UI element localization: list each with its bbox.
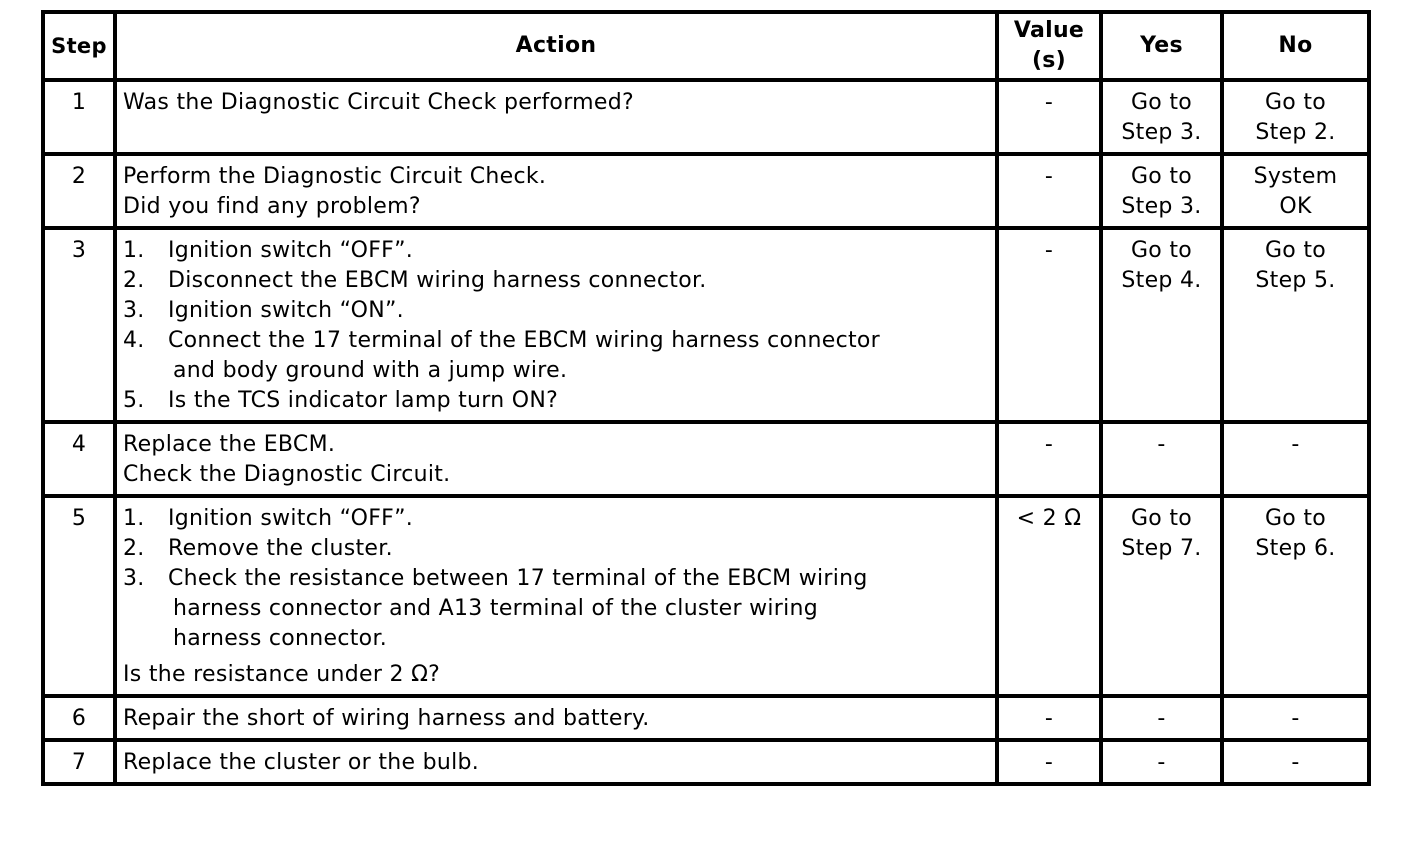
action-step-text: Connect the 17 terminal of the EBCM wiring harness connector — [168, 328, 881, 353]
action-step-text: Ignition switch “ON”. — [168, 298, 404, 323]
yes-line: Go to — [1130, 164, 1193, 189]
action-cell — [115, 80, 997, 154]
action-line: Was the Diagnostic Circuit Check performed? — [123, 90, 634, 115]
action-step-text: Remove the cluster. — [168, 536, 393, 561]
header-action: Action — [115, 12, 997, 80]
action-step-text: Disconnect the EBCM wiring harness connector. — [168, 268, 707, 293]
action-step-continuation: harness connector and A13 terminal of the cluster wiring — [173, 596, 819, 621]
step-number: 2 — [43, 154, 115, 228]
no-line: Go to — [1264, 90, 1327, 115]
action-step-number: 2. — [123, 268, 145, 293]
action-step-item — [123, 236, 989, 266]
value-cell: - — [997, 228, 1101, 422]
yes-cell — [1101, 422, 1222, 496]
yes-cell — [1101, 696, 1222, 740]
action-step-item — [123, 564, 989, 654]
action-cell — [115, 496, 997, 696]
no-cell — [1222, 80, 1369, 154]
action-step-number: 5. — [123, 388, 145, 413]
table-row — [43, 80, 1369, 154]
action-step-text: Check the resistance between 17 terminal of the EBCM wiring — [168, 566, 868, 591]
yes-cell — [1101, 80, 1222, 154]
header-row — [43, 12, 1369, 80]
yes-line: - — [1157, 706, 1166, 731]
no-cell — [1222, 422, 1369, 496]
action-cell — [115, 740, 997, 784]
no-line: OK — [1279, 194, 1312, 219]
action-line: Replace the cluster or the bulb. — [123, 750, 480, 775]
table-row — [43, 696, 1369, 740]
yes-line: Go to — [1130, 90, 1193, 115]
yes-line: - — [1157, 432, 1166, 457]
action-cell — [115, 154, 997, 228]
yes-line: Step 3. — [1121, 194, 1202, 219]
action-step-number: 1. — [123, 506, 145, 531]
yes-cell — [1101, 496, 1222, 696]
action-step-text: Ignition switch “OFF”. — [168, 238, 414, 263]
action-line: Did you find any problem? — [123, 194, 421, 219]
table-row — [43, 496, 1369, 696]
step-number: 3 — [43, 228, 115, 422]
header-no: No — [1222, 12, 1369, 80]
action-line: Replace the EBCM. — [123, 432, 336, 457]
action-steps-list — [123, 504, 989, 654]
header-value-line1: Value — [1013, 18, 1085, 43]
action-cell — [115, 696, 997, 740]
table-row — [43, 228, 1369, 422]
header-step: Step — [43, 12, 115, 80]
value-cell: - — [997, 422, 1101, 496]
no-cell — [1222, 496, 1369, 696]
value-cell: - — [997, 154, 1101, 228]
action-step-item — [123, 386, 989, 416]
no-cell — [1222, 228, 1369, 422]
action-cell — [115, 422, 997, 496]
step-number: 5 — [43, 496, 115, 696]
action-step-continuation: and body ground with a jump wire. — [173, 358, 568, 383]
action-cell — [115, 228, 997, 422]
header-value — [997, 12, 1101, 80]
table-row — [43, 154, 1369, 228]
no-line: - — [1291, 432, 1300, 457]
no-cell — [1222, 696, 1369, 740]
action-step-number: 3. — [123, 566, 145, 591]
action-step-item — [123, 296, 989, 326]
action-step-text: Is the TCS indicator lamp turn ON? — [168, 388, 559, 413]
yes-cell — [1101, 154, 1222, 228]
table-row — [43, 422, 1369, 496]
step-number: 6 — [43, 696, 115, 740]
yes-line: Go to — [1130, 506, 1193, 531]
no-cell — [1222, 154, 1369, 228]
no-line: Step 5. — [1255, 268, 1336, 293]
no-line: System — [1253, 164, 1338, 189]
action-step-item — [123, 266, 989, 296]
yes-line: Go to — [1130, 238, 1193, 263]
no-line: Go to — [1264, 506, 1327, 531]
no-line: - — [1291, 750, 1300, 775]
action-step-continuation: harness connector. — [173, 626, 388, 651]
action-step-number: 3. — [123, 298, 145, 323]
action-step-number: 1. — [123, 238, 145, 263]
value-cell: - — [997, 80, 1101, 154]
action-step-text: Ignition switch “OFF”. — [168, 506, 414, 531]
action-step-item — [123, 504, 989, 534]
action-line: Repair the short of wiring harness and battery. — [123, 706, 650, 731]
yes-cell — [1101, 740, 1222, 784]
action-steps-list — [123, 236, 989, 416]
table-body — [43, 80, 1369, 784]
action-step-number: 2. — [123, 536, 145, 561]
step-number: 4 — [43, 422, 115, 496]
yes-cell — [1101, 228, 1222, 422]
table-row — [43, 740, 1369, 784]
header-value-line2: (s) — [1031, 48, 1067, 73]
yes-line: - — [1157, 750, 1166, 775]
yes-line: Step 7. — [1121, 536, 1202, 561]
action-step-item — [123, 534, 989, 564]
action-step-number: 4. — [123, 328, 145, 353]
no-line: Go to — [1264, 238, 1327, 263]
diagnostic-table — [41, 10, 1371, 786]
no-line: Step 2. — [1255, 120, 1336, 145]
action-line: Check the Diagnostic Circuit. — [123, 462, 451, 487]
action-step-item — [123, 326, 989, 386]
action-line: Perform the Diagnostic Circuit Check. — [123, 164, 547, 189]
value-cell: - — [997, 696, 1101, 740]
value-cell: - — [997, 740, 1101, 784]
value-cell: < 2 Ω — [997, 496, 1101, 696]
yes-line: Step 3. — [1121, 120, 1202, 145]
yes-line: Step 4. — [1121, 268, 1202, 293]
no-line: - — [1291, 706, 1300, 731]
no-line: Step 6. — [1255, 536, 1336, 561]
step-number: 1 — [43, 80, 115, 154]
no-cell — [1222, 740, 1369, 784]
header-yes: Yes — [1101, 12, 1222, 80]
step-number: 7 — [43, 740, 115, 784]
action-question: Is the resistance under 2 Ω? — [123, 662, 441, 687]
